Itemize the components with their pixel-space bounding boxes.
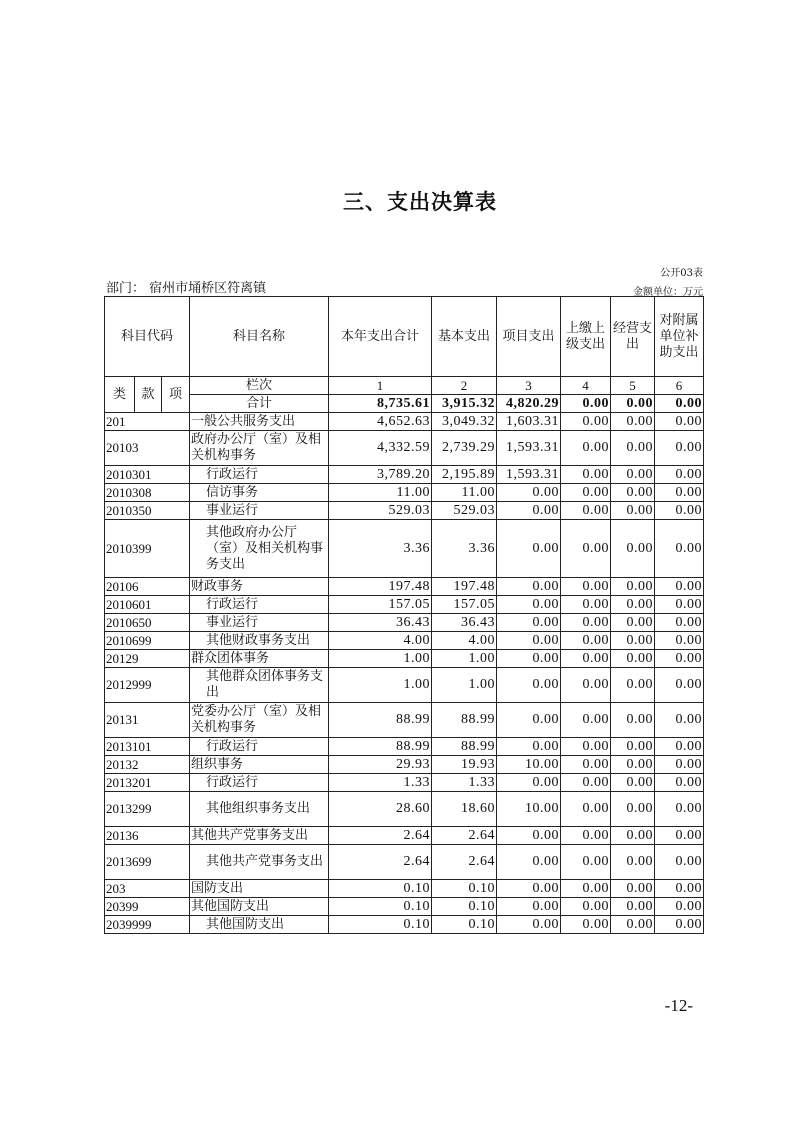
table-row [105, 431, 704, 466]
amount-cell: 0.00 [611, 898, 655, 916]
amount-cell: 0.00 [655, 484, 704, 502]
subject-name: 事业运行 [190, 614, 329, 632]
amount-cell: 0.00 [611, 774, 655, 792]
amount-cell: 0.00 [611, 632, 655, 650]
amount-cell: 0.00 [655, 578, 704, 596]
amount-cell: 0.00 [561, 413, 611, 431]
table-row [105, 520, 704, 578]
subject-code: 2010301 [105, 466, 190, 484]
page-title: 三、支出决算表 [343, 189, 497, 214]
amount-cell: 88.99 [329, 703, 432, 738]
amount-cell: 2.64 [432, 827, 497, 845]
col-number: 3 [497, 377, 561, 395]
subject-code: 20399 [105, 898, 190, 916]
col-number: 1 [329, 377, 432, 395]
table-row [105, 614, 704, 632]
amount-cell: 36.43 [432, 614, 497, 632]
amount-cell: 529.03 [432, 502, 497, 520]
header-kuan: 款 [135, 377, 162, 413]
subject-name: 行政运行 [190, 738, 329, 756]
amount-cell: 0.00 [611, 668, 655, 703]
subject-name: 政府办公厅（室）及相关机构事务 [190, 431, 329, 466]
subject-code: 2012999 [105, 668, 190, 703]
table-row [105, 845, 704, 880]
amount-cell: 1.00 [432, 668, 497, 703]
amount-cell: 0.00 [497, 898, 561, 916]
total-value: 8,735.61 [329, 395, 432, 413]
subject-code: 2010699 [105, 632, 190, 650]
total-row [105, 395, 704, 413]
page-number: -12- [664, 996, 693, 1015]
amount-cell: 0.00 [497, 502, 561, 520]
subject-code: 2013101 [105, 738, 190, 756]
table-row [105, 578, 704, 596]
subject-name: 信访事务 [190, 484, 329, 502]
table-row [105, 827, 704, 845]
amount-cell: 0.00 [611, 520, 655, 578]
table-row [105, 668, 704, 703]
amount-cell: 0.00 [497, 614, 561, 632]
subject-name: 其他组织事务支出 [190, 792, 329, 827]
amount-cell: 0.00 [655, 668, 704, 703]
amount-cell: 197.48 [329, 578, 432, 596]
table-row [105, 774, 704, 792]
header-col: 经营支出 [611, 297, 655, 377]
amount-cell: 0.00 [561, 827, 611, 845]
subject-code: 2010308 [105, 484, 190, 502]
header-row [105, 297, 704, 377]
amount-cell: 0.00 [561, 668, 611, 703]
amount-cell: 1,593.31 [497, 431, 561, 466]
amount-cell: 157.05 [432, 596, 497, 614]
amount-cell: 0.00 [497, 827, 561, 845]
amount-cell: 4.00 [329, 632, 432, 650]
table-row [105, 632, 704, 650]
amount-cell: 1,593.31 [497, 466, 561, 484]
amount-cell: 0.00 [497, 578, 561, 596]
amount-cell: 4.00 [432, 632, 497, 650]
col-number: 6 [655, 377, 704, 395]
amount-cell: 4,652.63 [329, 413, 432, 431]
subject-name: 党委办公厅（室）及相关机构事务 [190, 703, 329, 738]
amount-cell: 0.00 [611, 792, 655, 827]
subject-code: 2039999 [105, 916, 190, 934]
department: 部门： 宿州市埇桥区符离镇 [106, 281, 267, 296]
subject-code: 2010650 [105, 614, 190, 632]
amount-cell: 0.00 [561, 916, 611, 934]
amount-cell: 0.00 [655, 632, 704, 650]
amount-cell: 0.00 [655, 792, 704, 827]
amount-cell: 10.00 [497, 792, 561, 827]
total-value: 0.00 [611, 395, 655, 413]
subject-name: 财政事务 [190, 578, 329, 596]
amount-cell: 0.00 [655, 614, 704, 632]
amount-cell: 0.00 [611, 484, 655, 502]
table-row [105, 484, 704, 502]
table-row [105, 916, 704, 934]
amount-cell: 0.00 [655, 703, 704, 738]
amount-cell: 19.93 [432, 756, 497, 774]
subject-name: 行政运行 [190, 774, 329, 792]
amount-cell: 0.00 [497, 845, 561, 880]
amount-cell: 0.00 [655, 845, 704, 880]
amount-cell: 18.60 [432, 792, 497, 827]
header-name: 科目名称 [190, 297, 329, 377]
table-row [105, 880, 704, 898]
amount-cell: 0.00 [611, 431, 655, 466]
subject-code: 2013699 [105, 845, 190, 880]
amount-cell: 157.05 [329, 596, 432, 614]
amount-cell: 88.99 [432, 703, 497, 738]
table-row [105, 596, 704, 614]
subject-name: 其他国防支出 [190, 898, 329, 916]
table-row [105, 502, 704, 520]
amount-cell: 0.00 [655, 738, 704, 756]
amount-cell: 0.00 [497, 650, 561, 668]
amount-cell: 0.00 [611, 578, 655, 596]
amount-cell: 0.00 [497, 738, 561, 756]
amount-cell: 0.10 [432, 898, 497, 916]
subject-code: 203 [105, 880, 190, 898]
amount-cell: 0.00 [497, 520, 561, 578]
amount-cell: 0.10 [329, 898, 432, 916]
subject-name: 其他政府办公厅（室）及相关机构事务支出 [190, 520, 329, 578]
amount-cell: 0.00 [611, 596, 655, 614]
amount-cell: 0.00 [497, 596, 561, 614]
amount-cell: 0.00 [561, 650, 611, 668]
amount-cell: 0.00 [655, 880, 704, 898]
col-number: 5 [611, 377, 655, 395]
amount-cell: 11.00 [432, 484, 497, 502]
amount-cell: 0.00 [561, 774, 611, 792]
amount-cell: 10.00 [497, 756, 561, 774]
amount-cell: 0.00 [611, 827, 655, 845]
form-number: 公开03表 [660, 268, 703, 279]
amount-cell: 0.00 [497, 774, 561, 792]
col-number: 4 [561, 377, 611, 395]
amount-cell: 0.00 [611, 880, 655, 898]
subject-code: 2010399 [105, 520, 190, 578]
amount-cell: 3.36 [329, 520, 432, 578]
header-col: 项目支出 [497, 297, 561, 377]
amount-cell: 1.00 [329, 650, 432, 668]
amount-cell: 36.43 [329, 614, 432, 632]
amount-cell: 0.00 [655, 756, 704, 774]
amount-cell: 2,195.89 [432, 466, 497, 484]
table-row [105, 792, 704, 827]
amount-cell: 1,603.31 [497, 413, 561, 431]
amount-cell: 0.10 [432, 880, 497, 898]
subject-code: 2013201 [105, 774, 190, 792]
amount-cell: 0.00 [611, 650, 655, 668]
amount-cell: 29.93 [329, 756, 432, 774]
amount-cell: 0.00 [561, 484, 611, 502]
subject-code: 201 [105, 413, 190, 431]
amount-cell: 0.00 [655, 431, 704, 466]
amount-cell: 0.10 [432, 916, 497, 934]
header-col: 对附属单位补助支出 [655, 297, 704, 377]
amount-cell: 1.33 [432, 774, 497, 792]
amount-cell: 28.60 [329, 792, 432, 827]
amount-cell: 0.00 [655, 898, 704, 916]
total-value: 0.00 [655, 395, 704, 413]
subject-name: 组织事务 [190, 756, 329, 774]
subject-name: 行政运行 [190, 466, 329, 484]
amount-cell: 0.00 [497, 484, 561, 502]
expenditure-table [104, 296, 704, 934]
subject-code: 20103 [105, 431, 190, 466]
amount-cell: 4,332.59 [329, 431, 432, 466]
amount-cell: 0.00 [611, 845, 655, 880]
amount-cell: 0.10 [329, 916, 432, 934]
amount-cell: 2.64 [329, 827, 432, 845]
subject-name: 事业运行 [190, 502, 329, 520]
amount-cell: 1.00 [432, 650, 497, 668]
header-xiang: 项 [162, 377, 190, 413]
amount-unit: 金额单位：万元 [633, 287, 703, 298]
subject-code: 20136 [105, 827, 190, 845]
amount-cell: 0.00 [497, 703, 561, 738]
subject-name: 其他共产党事务支出 [190, 845, 329, 880]
amount-cell: 0.00 [561, 466, 611, 484]
subject-name: 国防支出 [190, 880, 329, 898]
amount-cell: 0.00 [655, 774, 704, 792]
subject-code: 2010601 [105, 596, 190, 614]
amount-cell: 11.00 [329, 484, 432, 502]
amount-cell: 0.00 [561, 792, 611, 827]
amount-cell: 0.00 [611, 466, 655, 484]
amount-cell: 0.00 [655, 502, 704, 520]
subject-name: 其他群众团体事务支出 [190, 668, 329, 703]
amount-cell: 0.00 [561, 632, 611, 650]
amount-cell: 2.64 [329, 845, 432, 880]
amount-cell: 0.00 [561, 578, 611, 596]
table-row [105, 738, 704, 756]
amount-cell: 529.03 [329, 502, 432, 520]
total-value: 0.00 [561, 395, 611, 413]
table-row [105, 703, 704, 738]
amount-cell: 0.00 [611, 413, 655, 431]
lanci-label: 栏次 [190, 377, 329, 395]
subject-name: 其他共产党事务支出 [190, 827, 329, 845]
subject-name: 行政运行 [190, 596, 329, 614]
amount-cell: 3.36 [432, 520, 497, 578]
amount-cell: 197.48 [432, 578, 497, 596]
table-row [105, 898, 704, 916]
amount-cell: 0.00 [561, 703, 611, 738]
subject-code: 20106 [105, 578, 190, 596]
table-row [105, 466, 704, 484]
amount-cell: 0.00 [561, 520, 611, 578]
subject-code: 20132 [105, 756, 190, 774]
amount-cell: 0.00 [655, 596, 704, 614]
total-value: 3,915.32 [432, 395, 497, 413]
amount-cell: 0.00 [497, 916, 561, 934]
amount-cell: 3,789.20 [329, 466, 432, 484]
subject-name: 一般公共服务支出 [190, 413, 329, 431]
amount-cell: 0.00 [561, 614, 611, 632]
header-col: 本年支出合计 [329, 297, 432, 377]
table-row [105, 756, 704, 774]
amount-cell: 0.00 [497, 880, 561, 898]
subject-code: 2010350 [105, 502, 190, 520]
subject-name: 其他财政事务支出 [190, 632, 329, 650]
subject-code: 20131 [105, 703, 190, 738]
header-col: 基本支出 [432, 297, 497, 377]
amount-cell: 0.00 [655, 466, 704, 484]
amount-cell: 0.00 [611, 916, 655, 934]
amount-cell: 0.00 [655, 916, 704, 934]
amount-cell: 0.00 [561, 738, 611, 756]
amount-cell: 0.00 [611, 614, 655, 632]
subject-name: 群众团体事务 [190, 650, 329, 668]
amount-cell: 0.00 [655, 520, 704, 578]
table-row [105, 413, 704, 431]
amount-cell: 0.00 [561, 898, 611, 916]
subject-code: 2013299 [105, 792, 190, 827]
amount-cell: 0.00 [561, 880, 611, 898]
amount-cell: 0.00 [497, 632, 561, 650]
header-lei: 类 [105, 377, 135, 413]
amount-cell: 2.64 [432, 845, 497, 880]
amount-cell: 0.00 [497, 668, 561, 703]
amount-cell: 88.99 [329, 738, 432, 756]
amount-cell: 3,049.32 [432, 413, 497, 431]
amount-cell: 1.33 [329, 774, 432, 792]
amount-cell: 0.10 [329, 880, 432, 898]
amount-cell: 0.00 [655, 650, 704, 668]
header-code: 科目代码 [105, 297, 190, 377]
amount-cell: 0.00 [561, 596, 611, 614]
header-col: 上缴上级支出 [561, 297, 611, 377]
amount-cell: 0.00 [655, 827, 704, 845]
column-number-row [105, 377, 704, 395]
amount-cell: 0.00 [561, 431, 611, 466]
amount-cell: 88.99 [432, 738, 497, 756]
amount-cell: 0.00 [655, 413, 704, 431]
amount-cell: 0.00 [561, 756, 611, 774]
total-value: 4,820.29 [497, 395, 561, 413]
subject-name: 其他国防支出 [190, 916, 329, 934]
amount-cell: 0.00 [611, 756, 655, 774]
total-label: 合计 [190, 395, 329, 413]
col-number: 2 [432, 377, 497, 395]
amount-cell: 0.00 [611, 738, 655, 756]
subject-code: 20129 [105, 650, 190, 668]
amount-cell: 1.00 [329, 668, 432, 703]
amount-cell: 0.00 [611, 703, 655, 738]
table-row [105, 650, 704, 668]
amount-cell: 0.00 [561, 502, 611, 520]
amount-cell: 0.00 [561, 845, 611, 880]
amount-cell: 2,739.29 [432, 431, 497, 466]
amount-cell: 0.00 [611, 502, 655, 520]
